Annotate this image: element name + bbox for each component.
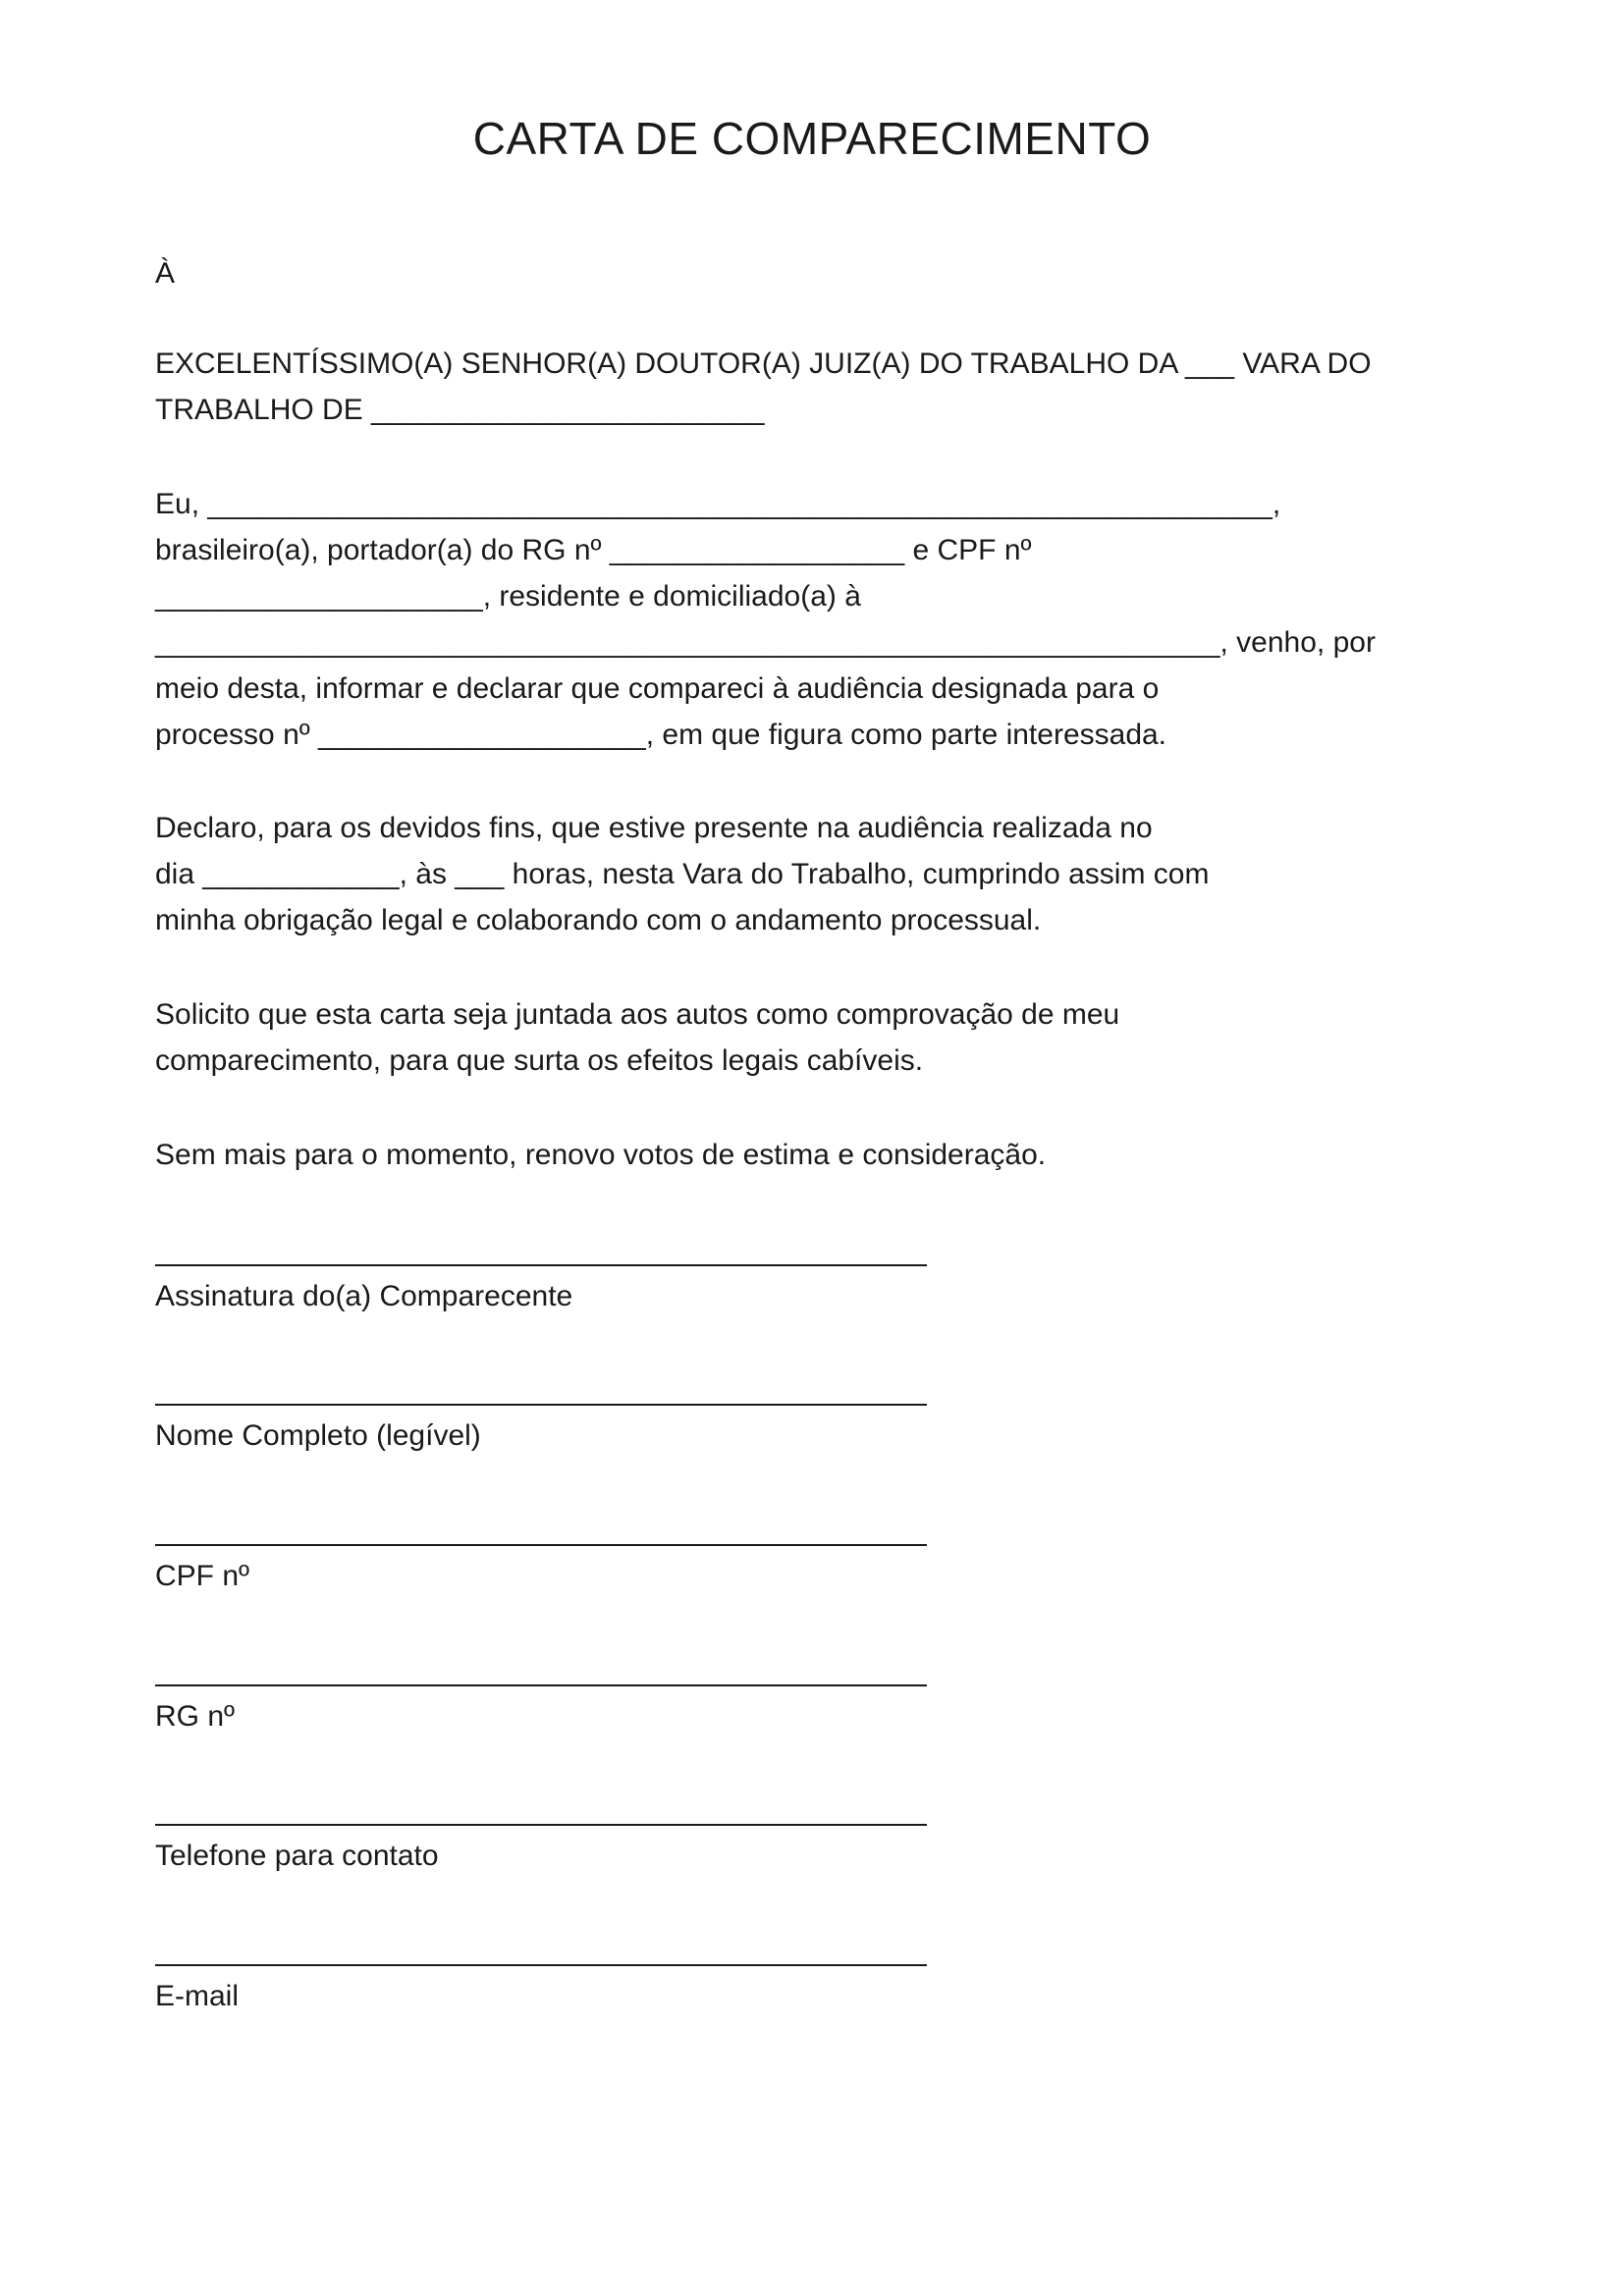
paragraph-1-line-2: brasileiro(a), portador(a) do RG nº __________________ e CPF nº	[155, 534, 1032, 566]
email-label: E-mail	[155, 1980, 240, 2012]
paragraph-3-line-2: comparecimento, para que surta os efeitos legais cabíveis.	[155, 1044, 924, 1077]
phone-label: Telefone para contato	[155, 1840, 439, 1872]
paragraph-1-line-1: Eu, _________________________________________________________________,	[155, 488, 1281, 520]
paragraph-2-line-3: minha obrigação legal e colaborando com o andamento processual.	[155, 904, 1042, 936]
signature-line	[155, 1264, 927, 1266]
phone-line	[155, 1824, 927, 1826]
closing-sentence: Sem mais para o momento, renovo votos de estima e consideração.	[155, 1139, 1047, 1171]
addressee-line-2: TRABALHO DE ________________________	[155, 394, 765, 426]
full-name-line	[155, 1404, 927, 1406]
paragraph-1-line-5: meio desta, informar e declarar que compareci à audiência designada para o	[155, 672, 1160, 705]
addressee-line-1: EXCELENTÍSSIMO(A) SENHOR(A) DOUTOR(A) JUIZ(A) DO TRABALHO DA ___ VARA DO	[155, 347, 1372, 380]
cpf-label: CPF nº	[155, 1560, 249, 1592]
full-name-label: Nome Completo (legível)	[155, 1419, 481, 1452]
paragraph-1-line-6: processo nº ____________________, em que figura como parte interessada.	[155, 719, 1167, 751]
paragraph-3-line-1: Solicito que esta carta seja juntada aos autos como comprovação de meu	[155, 998, 1120, 1031]
paragraph-2-line-2: dia ____________, às ___ horas, nesta Vara do Trabalho, cumprindo assim com	[155, 858, 1210, 890]
document-title: CARTA DE COMPARECIMENTO	[472, 113, 1152, 164]
cpf-line	[155, 1544, 927, 1546]
salutation: À	[155, 257, 176, 290]
paragraph-2-line-1: Declaro, para os devidos fins, que estive presente na audiência realizada no	[155, 812, 1153, 844]
signature-label: Assinatura do(a) Comparecente	[155, 1280, 573, 1312]
rg-label: RG nº	[155, 1700, 235, 1733]
paragraph-1-line-4: _________________________________________________________________, venho, por	[155, 626, 1376, 659]
rg-line	[155, 1684, 927, 1686]
email-line	[155, 1964, 927, 1966]
paragraph-1-line-3: ____________________, residente e domiciliado(a) à	[155, 580, 861, 613]
